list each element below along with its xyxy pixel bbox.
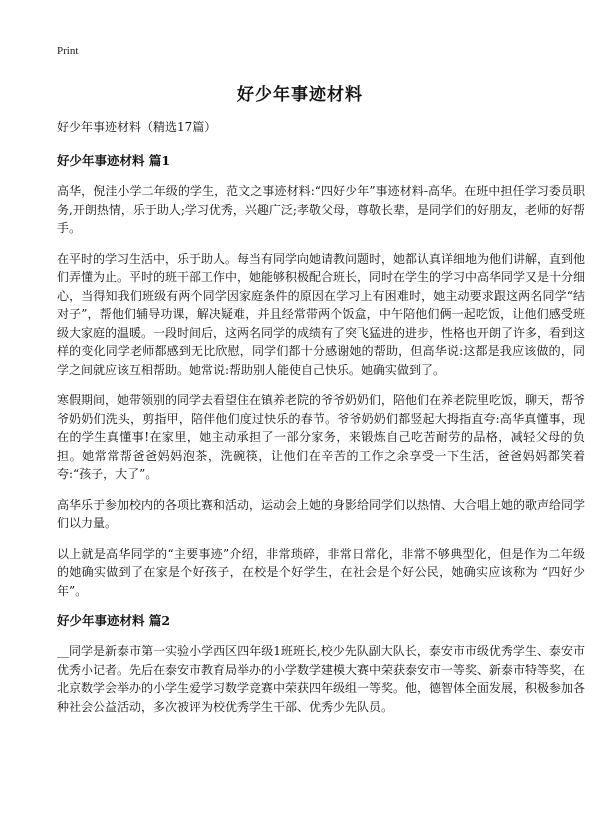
page-title: 好少年事迹材料	[237, 85, 363, 105]
paragraph: 在平时的学习生活中，乐于助人。每当有同学向她请教问题时，她都认真详细地为他们讲解，直到他们弄懂为止。平时的班干部工作中，她能够积极配合班长，同时在学生的学习中高华同学又是十分细心，当得知我们班级有两个同学因家庭条件的原因在学习上有困难时，她主动要求跟这两名同学“结对子”，帮他们辅导功课，解决疑难，并且经常带两个饭盒，中午陪他们俩一起吃饭，让他们感受班级大家庭的温暖。一段时间后，这两名同学的成绩有了突飞猛进的进步，性格也开朗了许多，看到这样的变化同学老师都感到无比欣慰，同学们都十分感谢她的帮助，但高华说:这都是我应该做的，同学之间就应该互相帮助。她常说:帮助别人能使自己快乐。她确实做到了。	[57, 251, 586, 377]
section-heading: 好少年事迹材料 篇1	[57, 153, 171, 168]
print-link[interactable]: Print	[57, 45, 79, 57]
document-subtitle: 好少年事迹材料（精选17篇）	[57, 120, 217, 134]
paragraph: 以上就是高华同学的“主要事迹”介绍，非常琐碎，非常日常化，非常不够典型化，但是作为二年级的她确实做到了在家是个好孩子，在校是个好学生，在社会是个好公民，她确实应该称为 “四好少年”。	[57, 546, 585, 598]
section-heading: 好少年事迹材料 篇2	[57, 613, 171, 628]
paragraph: __同学是新泰市第一实验小学西区四年级1班班长,校少先队副大队长，泰安市市级优秀学生、泰安市优秀小记者。先后在泰安市教育局举办的小学数学建模大赛中荣获泰安市一等奖、新泰市特等奖，在北京数学会举办的小学生爱学习数学竞赛中荣获四年级组一等奖。他，德智体全面发展，积极参加各种社会公益活动，多次被评为校优秀学生干部、优秀少先队员。	[57, 644, 586, 714]
section-1	[57, 152, 585, 600]
paragraph: 高华乐于参加校内的各项比赛和活动，运动会上她的身影给同学们以热情、大合唱上她的歌声给同学们以力量。	[57, 497, 586, 530]
document-body	[57, 118, 585, 728]
section-2	[57, 612, 585, 716]
paragraph: 高华，倪洼小学二年级的学生，范文之事迹材料:“四好少年”事迹材料-高华。在班中担任学习委员职务,开朗热情，乐于助人;学习优秀，兴趣广泛;孝敬父母，尊敬长辈，是同学们的好朋友，老师的好帮手。	[57, 184, 585, 235]
paragraph: 寒假期间，她带领别的同学去看望住在镇养老院的爷爷奶奶们，陪他们在养老院里吃饭，聊天，帮爷爷奶奶们洗头，剪指甲，陪伴他们度过快乐的春节。爷爷奶奶们都竖起大拇指直夸:高华真懂事，现在的学生真懂事!在家里，她主动承担了一部分家务，来锻炼自己吃苦耐劳的品格，减轻父母的负担。她常常帮爸爸妈妈泡茶，洗碗筷，让他们在辛苦的工作之余享受一下生活，爸爸妈妈都笑着夸:“孩子，大了”。	[57, 393, 586, 481]
